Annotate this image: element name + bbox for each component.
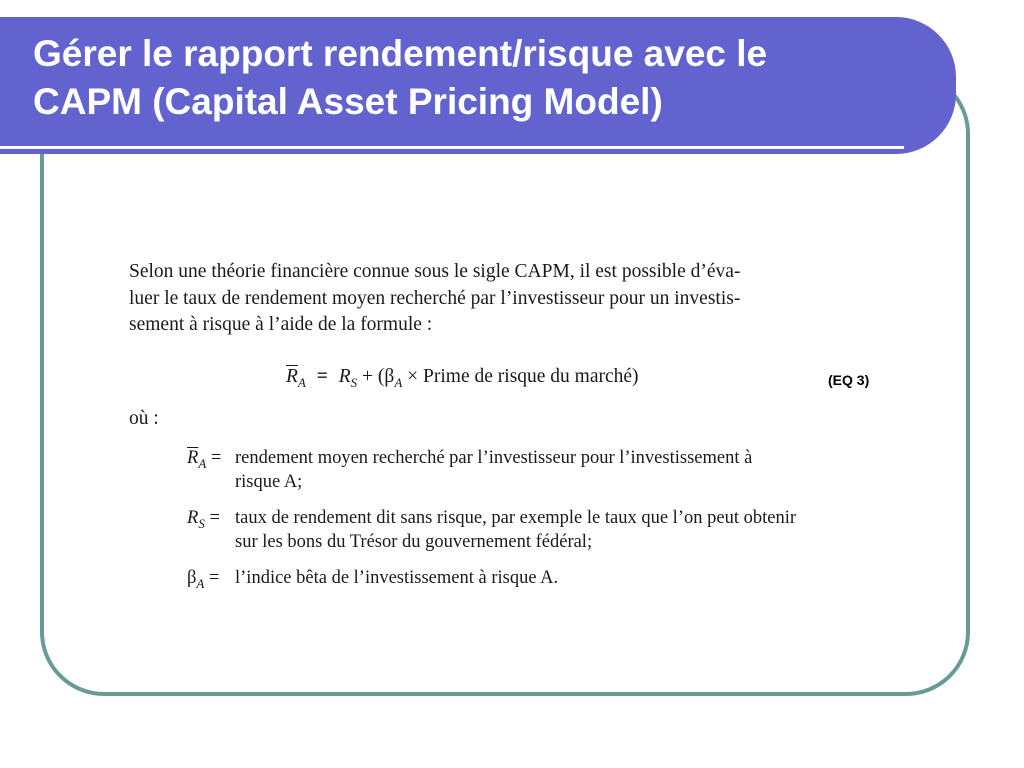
- equation-beta-subscript: A: [394, 375, 403, 390]
- intro-line-3: sement à risque à l’aide de la formule :: [129, 314, 433, 335]
- intro-line-1: Selon une théorie financière connue sous le sigle CAPM, il est possible d’éva-: [129, 261, 741, 282]
- equation-beta: β: [384, 366, 395, 387]
- banner-underline: [0, 146, 904, 149]
- definition-beta-symbol: [187, 566, 219, 596]
- equation-lhs-subscript: A: [297, 375, 306, 390]
- definition-rs-line-2: sur les bons du Trésor du gouvernement fédéral;: [235, 532, 593, 552]
- definition-rs-text: [235, 506, 895, 554]
- equation-rs-subscript: S: [350, 375, 358, 390]
- definition-ra-line-1: rendement moyen recherché par l’investisseur pour l’investissement à: [235, 448, 753, 468]
- definition-ra-equals: =: [206, 448, 222, 468]
- slide-title-line-2: CAPM (Capital Asset Pricing Model): [33, 81, 663, 122]
- definition-rs-line-1: taux de rendement dit sans risque, par exemple le taux que l’on peut obtenir: [235, 508, 796, 528]
- definition-ra-text: [235, 446, 895, 494]
- slide-title: [33, 30, 913, 126]
- definition-beta-letter: β: [187, 568, 197, 588]
- equation-number: (EQ 3): [828, 372, 870, 388]
- definition-rs-equals: =: [204, 508, 220, 528]
- capm-equation: [286, 366, 639, 391]
- intro-line-2: luer le taux de rendement moyen recherché par l’investisseur pour un investis-: [129, 287, 741, 309]
- slide-title-line-1: Gérer le rapport rendement/risque avec le: [33, 33, 768, 74]
- where-label: où :: [129, 408, 159, 429]
- equation-rs: R: [338, 366, 351, 387]
- definition-ra: [187, 446, 907, 496]
- definition-ra-subscript: A: [198, 456, 207, 471]
- intro-paragraph: [129, 259, 889, 339]
- definition-beta-line-1: l’indice bêta de l’investissement à risque A.: [235, 568, 559, 588]
- definition-beta: [187, 566, 907, 594]
- definition-rs: [187, 506, 907, 556]
- definition-rs-letter: R: [187, 508, 199, 528]
- definition-ra-letter: $\overline{R}$: [187, 448, 199, 468]
- definition-beta-equals: =: [204, 568, 220, 588]
- definition-beta-subscript: A: [196, 576, 205, 591]
- definition-ra-line-2: risque A;: [235, 472, 303, 492]
- equation-equals: =: [316, 366, 328, 387]
- equation-lhs: $\overline{R}$: [286, 366, 298, 387]
- definition-ra-symbol: [187, 446, 221, 476]
- definition-beta-text: [235, 566, 895, 590]
- definition-rs-symbol: [187, 506, 220, 536]
- equation-plus: + (: [357, 366, 385, 387]
- definition-rs-subscript: S: [198, 516, 205, 531]
- equation-rest: × Prime de risque du marché): [402, 366, 639, 387]
